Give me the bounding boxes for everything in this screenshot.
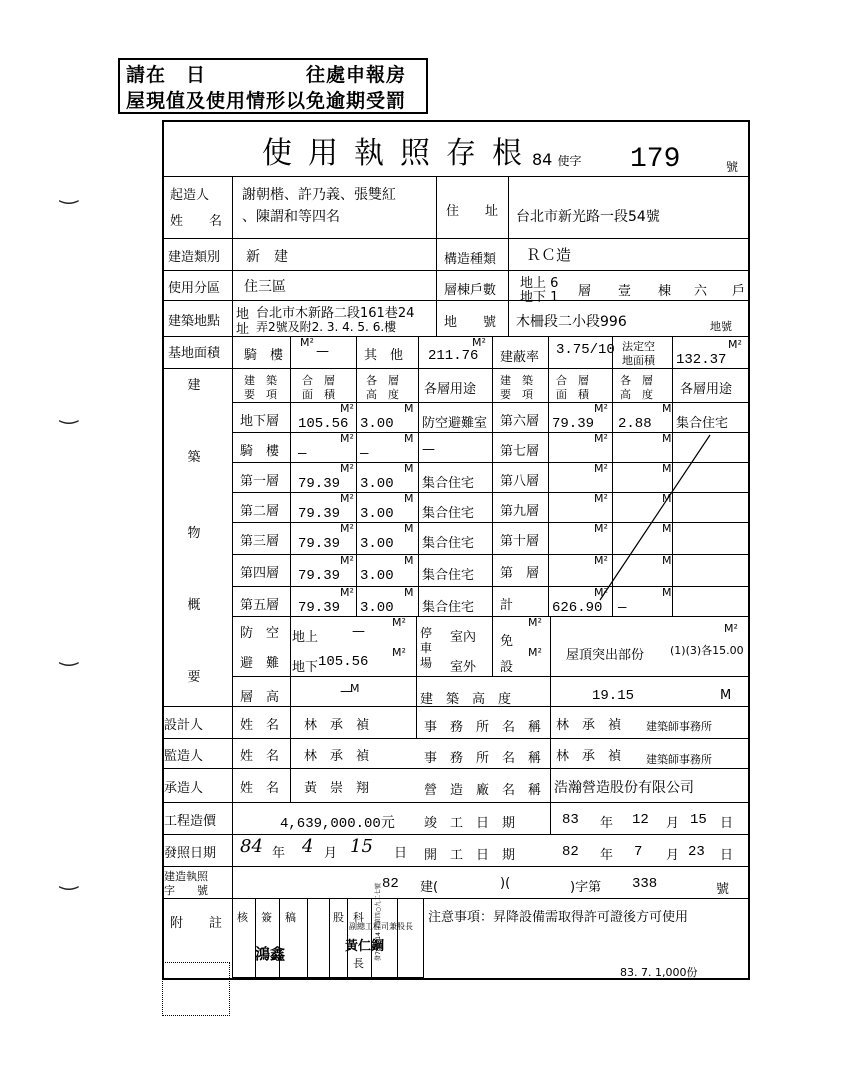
- stamp-role: 副總工程司兼股長: [349, 922, 413, 931]
- contractor-name: 黃 崇 翔: [304, 781, 370, 796]
- parking-in-m2: M²: [528, 616, 542, 629]
- permit-ref-mid: )(: [500, 876, 511, 891]
- floor-height-unit: M: [662, 402, 672, 415]
- col-height-1-right: 各 層: [620, 374, 653, 387]
- floor-name: 第十層: [500, 534, 540, 549]
- hu-word: 戶: [732, 284, 746, 299]
- floor-area-unit: M²: [340, 522, 354, 535]
- stamp-cell-3: 稿: [285, 911, 296, 924]
- print-note: 83. 7. 1,000份: [620, 966, 698, 979]
- col-item-2: 要 項: [244, 388, 277, 401]
- shelter-label-2: 避 難: [240, 656, 280, 671]
- start-month: 7: [634, 844, 643, 860]
- floors-below: 地下 1: [520, 290, 559, 305]
- floor-height-unit: M: [404, 402, 414, 415]
- parking-indoor: 室內: [450, 630, 477, 645]
- scan-mark-4: ‿: [60, 866, 78, 891]
- floor-height: 3.00: [360, 476, 394, 492]
- storey-height-label: 層 高: [240, 690, 280, 705]
- zone-label: 使用分區: [168, 281, 221, 296]
- scan-mark-1: ‿: [60, 180, 78, 205]
- permit-ref-hao: 號: [716, 882, 730, 897]
- stamp-date: 發78.7.14 字第四○九二七號: [375, 882, 382, 961]
- coverage-value: 3.75/10: [556, 342, 615, 358]
- remarks-label: 附 註: [170, 916, 223, 931]
- floor-area-unit: M²: [594, 492, 608, 505]
- supervisor-office-suffix: 建築師事務所: [646, 753, 712, 766]
- designer-name: 林 承 禎: [304, 718, 370, 733]
- issue-yue: 月: [324, 846, 338, 861]
- permit-year: 84 使字: [532, 150, 582, 169]
- floor-name: 第二層: [240, 504, 280, 519]
- floor-name: 第四層: [240, 566, 280, 581]
- floor-name: 第七層: [500, 444, 540, 459]
- shelter-above-value: —: [352, 624, 365, 639]
- floor-height-unit: M: [662, 462, 672, 475]
- col-use-right: 各層用途: [680, 382, 733, 397]
- col-area-1: 合 層: [302, 374, 335, 387]
- floor-area: 79.39: [552, 416, 595, 432]
- floor-height: 3.00: [360, 536, 394, 552]
- open-label2: 地面積: [622, 354, 655, 367]
- permit-number: 179: [630, 144, 681, 175]
- floor-height: 3.00: [360, 600, 394, 616]
- floor-area-unit: M²: [594, 462, 608, 475]
- floor-height-unit: M: [662, 522, 672, 535]
- lot-label: 地 號: [444, 315, 497, 330]
- floor-name: 第八層: [500, 474, 540, 489]
- side-label-1: 建: [187, 378, 201, 393]
- start-day: 23: [688, 844, 705, 860]
- open-label1: 法定空: [622, 340, 655, 353]
- permit-ref-number: 338: [632, 876, 658, 892]
- issue-nian: 年: [272, 846, 286, 861]
- construction-type-label: 建造類別: [168, 250, 221, 265]
- building-count: 壹: [618, 284, 632, 299]
- other-label: 其 他: [364, 348, 404, 363]
- start-ri: 日: [720, 848, 734, 863]
- stamp-cell-2: 簽: [261, 911, 272, 924]
- area-label: 基地面積: [168, 346, 221, 361]
- remarks-notice: 注意事項：昇降設備需取得許可證後方可使用: [428, 910, 689, 925]
- floor-area-unit: M²: [340, 586, 354, 599]
- completion-day: 15: [690, 812, 707, 828]
- lot-suffix: 地號: [710, 320, 732, 333]
- floor-area-unit: M²: [340, 432, 354, 445]
- parking-exempt-1: 免: [500, 634, 514, 649]
- completion-nian: 年: [600, 816, 614, 831]
- floor-name: 騎 樓: [240, 444, 280, 459]
- bldg-height-value: 19.15: [592, 688, 635, 704]
- shelter-below-m2: M²: [392, 646, 406, 659]
- floors-above: 地上 6: [520, 276, 559, 291]
- contractor-company: 浩瀚營造股份有限公司: [554, 780, 694, 796]
- floor-area-unit: M²: [340, 492, 354, 505]
- issue-day: 15: [350, 836, 373, 857]
- start-label: 開 工 日 期: [424, 848, 516, 863]
- other-m2: M²: [472, 336, 486, 349]
- lot-value: 木柵段二小段996: [516, 314, 627, 330]
- parking-exempt-2: 設: [500, 660, 514, 675]
- shelter-below-label: 地下: [292, 660, 319, 675]
- floor-height: —: [618, 600, 627, 616]
- contractor-name-label: 姓 名: [240, 781, 280, 796]
- household-count: 六: [694, 284, 708, 299]
- floor-height-unit: M: [662, 586, 672, 599]
- floor-height-unit: M: [662, 432, 672, 445]
- side-label-3: 物: [187, 526, 201, 541]
- builder-names-line2: 、陳謂和等四名: [242, 209, 340, 225]
- floor-use: 集合住宅: [422, 506, 475, 521]
- floor-height: 3.00: [360, 416, 394, 432]
- address-label: 住 址: [446, 204, 499, 219]
- floor-area-unit: M²: [594, 432, 608, 445]
- permit-hao: 號: [726, 160, 739, 174]
- supervisor-name: 林 承 禎: [304, 749, 370, 764]
- floor-area-unit: M²: [340, 462, 354, 475]
- floor-area-unit: M²: [594, 522, 608, 535]
- floor-area-unit: M²: [340, 402, 354, 415]
- col-area-2: 面 積: [302, 388, 335, 401]
- floor-use: 集合住宅: [676, 416, 729, 431]
- floor-use: —: [422, 442, 435, 457]
- col-height-2: 高 度: [366, 388, 399, 401]
- stamp-cell-1: 核: [237, 911, 248, 924]
- designer-office-label: 事 務 所 名 稱: [424, 720, 542, 735]
- supervisor-label: 監造人: [164, 749, 204, 764]
- parking-out-m2: M²: [528, 646, 542, 659]
- supervisor-office-label: 事 務 所 名 稱: [424, 751, 542, 766]
- open-area: 132.37: [676, 352, 727, 368]
- strike-line: [580, 430, 720, 610]
- site-address-line1: 台北市木新路二段161巷24: [256, 306, 415, 321]
- stamp-cell-5: 股: [333, 911, 344, 924]
- arcade-label: 騎 樓: [244, 348, 284, 363]
- col-area-1-right: 合 層: [556, 374, 589, 387]
- floor-area-unit: M²: [594, 586, 608, 599]
- builder-label: 起造人: [170, 188, 210, 203]
- parking-label: 停車場: [420, 626, 433, 670]
- designer-name-label: 姓 名: [240, 718, 280, 733]
- side-label-5: 要: [187, 670, 201, 685]
- other-area: 211.76: [428, 348, 479, 364]
- floor-height-unit: M: [404, 586, 414, 599]
- floor-area: 79.39: [298, 600, 341, 616]
- col-item-2-right: 要 項: [500, 388, 533, 401]
- coverage-label: 建蔽率: [500, 350, 540, 365]
- scan-mark-2: ‿: [60, 400, 78, 425]
- stamp-name-1: 鴻鑫: [255, 945, 286, 963]
- designer-office-suffix: 建築師事務所: [646, 720, 712, 733]
- roof-m2: M²: [724, 622, 738, 635]
- permit-ref-suffix: )字第: [570, 880, 602, 895]
- issue-year: 84: [240, 836, 263, 857]
- floor-area-unit: M²: [594, 402, 608, 415]
- structure-value: ＲＣ造: [526, 246, 572, 264]
- completion-month: 12: [632, 812, 649, 828]
- floor-area: 79.39: [298, 568, 341, 584]
- start-nian: 年: [600, 848, 614, 863]
- side-label-2: 築: [187, 450, 201, 465]
- floor-name: 計: [500, 598, 514, 613]
- site-addr-label1: 地: [236, 307, 250, 322]
- floor-height-unit: M: [404, 554, 414, 567]
- floor-area: —: [298, 446, 307, 462]
- open-m2: M²: [728, 338, 742, 351]
- floor-height: 3.00: [360, 568, 394, 584]
- site-addr-label2: 址: [236, 322, 250, 337]
- floor-area: 79.39: [298, 506, 341, 522]
- floor-height: 2.88: [618, 416, 652, 432]
- arcade-value: —: [316, 344, 329, 359]
- floor-use: 集合住宅: [422, 476, 475, 491]
- issue-ri: 日: [394, 846, 408, 861]
- floor-use: 集合住宅: [422, 568, 475, 583]
- stamp-cell-7: 長: [353, 957, 364, 970]
- supervisor-office-name: 林 承 禎: [556, 749, 622, 764]
- builder-address: 台北市新光路一段54號: [516, 209, 660, 225]
- floor-area: 626.90: [552, 600, 603, 616]
- side-label-4: 概: [187, 598, 201, 613]
- shelter-below-value: 105.56: [318, 654, 369, 670]
- designer-office-name: 林 承 禎: [556, 718, 622, 733]
- contractor-factory-label: 營 造 廠 名 稱: [424, 783, 542, 798]
- floor-height: 3.00: [360, 506, 394, 522]
- issue-month: 4: [302, 836, 314, 857]
- floor-name: 第 層: [500, 566, 540, 581]
- bldg-height-label: 建 築 高 度: [420, 692, 512, 707]
- floor-area: 105.56: [298, 416, 349, 432]
- col-height-1: 各 層: [366, 374, 399, 387]
- floor-area: 79.39: [298, 476, 341, 492]
- completion-yue: 月: [666, 816, 680, 831]
- zone-value: 住三區: [244, 279, 286, 295]
- construction-type: 新 建: [246, 249, 288, 265]
- floor-height-unit: M: [404, 522, 414, 535]
- permit-ref-year: 82: [382, 876, 399, 892]
- floor-height-unit: M: [404, 492, 414, 505]
- floor-height-unit: M: [662, 492, 672, 505]
- floor-use: 集合住宅: [422, 536, 475, 551]
- stamp-cell-6: 科: [353, 911, 364, 924]
- start-yue: 月: [666, 848, 680, 863]
- site-address-line2: 弄2號及附2. 3. 4. 5. 6.樓: [256, 320, 397, 334]
- form-title: 使用執照存根: [262, 136, 538, 171]
- floor-height: —: [360, 446, 369, 462]
- parking-outdoor: 室外: [450, 660, 477, 675]
- supervisor-name-label: 姓 名: [240, 749, 280, 764]
- floor-area: 79.39: [298, 536, 341, 552]
- designer-label: 設計人: [164, 718, 204, 733]
- floor-word: 層: [578, 284, 592, 299]
- bldg-height-m: M: [720, 688, 732, 703]
- floor-area-unit: M²: [594, 554, 608, 567]
- completion-label: 竣 工 日 期: [424, 816, 516, 831]
- floor-height-unit: M: [404, 462, 414, 475]
- completion-ri: 日: [720, 816, 734, 831]
- roof-label: 屋頂突出部份: [566, 648, 645, 663]
- permit-ref-jian: 建(: [420, 880, 439, 895]
- shelter-above-label: 地上: [292, 630, 319, 645]
- storey-height-value: —: [340, 684, 353, 699]
- stamp-name-2: 黃仁鋼: [345, 939, 385, 954]
- shelter-above-m2: M²: [392, 616, 406, 629]
- completion-year: 83: [562, 812, 579, 828]
- seal-mark: [162, 962, 230, 1016]
- permit-ref-label-2: 字 號: [164, 884, 208, 897]
- floor-name: 第六層: [500, 414, 540, 429]
- floor-name: 第五層: [240, 598, 280, 613]
- site-label: 建築地點: [168, 314, 221, 329]
- structure-label: 構造種類: [444, 252, 497, 267]
- builder-names-line1: 謝朝楷、許乃義、張雙紅: [242, 187, 396, 203]
- issue-label: 發照日期: [164, 846, 217, 861]
- arcade-m2: M²: [300, 336, 314, 349]
- tax-notice-line2: 屋現值及使用情形以免逾期受罰: [126, 90, 407, 112]
- floor-name: 第三層: [240, 534, 280, 549]
- floor-height-unit: M: [662, 554, 672, 567]
- storey-height-m: M: [350, 682, 360, 695]
- col-item-1-right: 建 築: [500, 374, 533, 387]
- col-area-2-right: 面 積: [556, 388, 589, 401]
- floor-use: 集合住宅: [422, 600, 475, 615]
- shelter-label-1: 防 空: [240, 626, 280, 641]
- roof-value: (1)(3)各15.00: [670, 644, 744, 657]
- start-year: 82: [562, 844, 579, 860]
- floor-use: 防空避難室: [422, 416, 488, 431]
- builder-name-label: 姓 名: [170, 214, 223, 229]
- cost-value: 4,639,000.00元: [280, 816, 395, 832]
- floor-area-unit: M²: [340, 554, 354, 567]
- cost-label: 工程造價: [164, 814, 217, 829]
- col-use: 各層用途: [424, 382, 477, 397]
- tax-notice-line1: 請在 日 往處申報房: [126, 64, 407, 86]
- floor-name: 第九層: [500, 504, 540, 519]
- tax-notice-box: [118, 58, 428, 114]
- scan-mark-3: ‿: [60, 642, 78, 667]
- floor-name: 第一層: [240, 474, 280, 489]
- floor-name: 地下層: [240, 414, 280, 429]
- floors-label: 層棟戶數: [444, 283, 497, 298]
- floor-height-unit: M: [404, 432, 414, 445]
- dong-word: 棟: [658, 284, 672, 299]
- contractor-label: 承造人: [164, 781, 204, 796]
- permit-ref-label-1: 建造執照: [164, 870, 208, 883]
- col-height-2-right: 高 度: [620, 388, 653, 401]
- col-item-1: 建 築: [244, 374, 277, 387]
